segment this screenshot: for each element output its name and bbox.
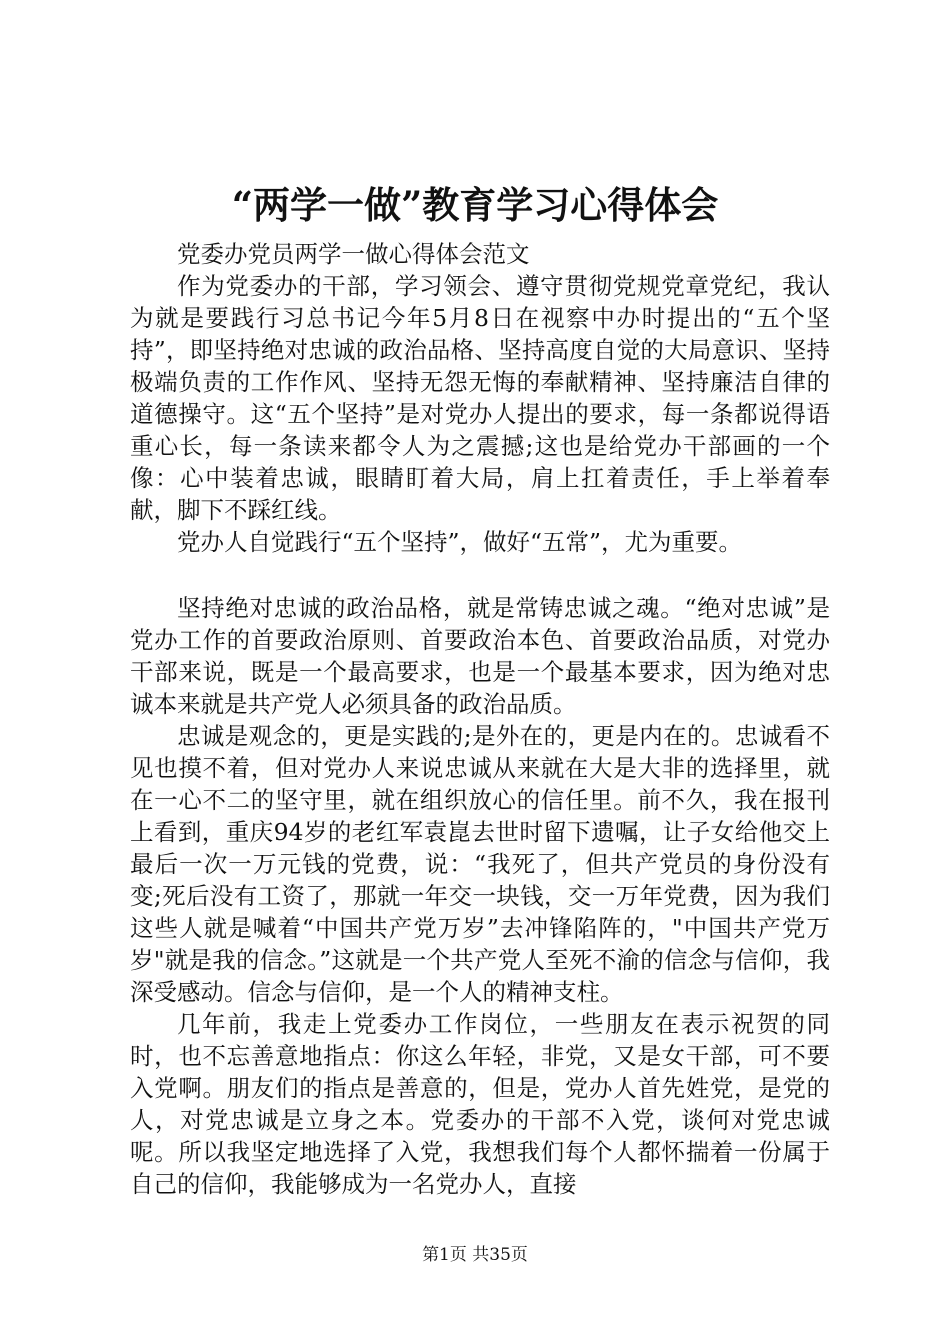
paragraph: 几年前，我走上党委办工作岗位，一些朋友在表示祝贺的同时，也不忘善意地指点：你这么年轻，非党，又是女干部，可不要入党啊。朋友们的指点是善意的，但是，党办人首先姓党，是党的人，对党忠诚是立身之本。党委办的干部不入党，谈何对党忠诚呢。所以我坚定地选择了入党，我想我们每个人都怀揣着一份属于自己的信仰，我能够成为一名党办人，直接 bbox=[130, 1010, 830, 1198]
paragraph: 作为党委办的干部，学习领会、遵守贯彻党规党章党纪，我认为就是要践行习总书记今年5月8日在视察中办时提出的“五个坚持”，即坚持绝对忠诚的政治品格、坚持高度自觉的大局意识、坚持极端负责的工作作风、坚持无怨无悔的奉献精神、坚持廉洁自律的道德操守。这“五个坚持”是对党办人提出的要求，每一条都说得语重心长，每一条读来都令人为之震撼;这也是给党办干部画的一个像：心中装着忠诚，眼睛盯着大局，肩上扛着责任，手上举着奉献，脚下不踩红线。 bbox=[130, 272, 830, 524]
document-subtitle: 党委办党员两学一做心得体会范文 bbox=[177, 240, 530, 268]
paragraph: 党办人自觉践行“五个坚持”，做好“五常”，尤为重要。 bbox=[177, 528, 743, 556]
page-footer: 第1页 共35页 bbox=[422, 1245, 528, 1265]
document-body bbox=[130, 238, 830, 1200]
blank-line bbox=[130, 558, 830, 592]
document-title: “两学一做”教育学习心得体会 bbox=[231, 183, 719, 227]
paragraph: 坚持绝对忠诚的政治品格，就是常铸忠诚之魂。“绝对忠诚”是党办工作的首要政治原则、首要政治本色、首要政治品质，对党办干部来说，既是一个最高要求，也是一个最基本要求，因为绝对忠诚本来就是共产党人必须具备的政治品质。 bbox=[130, 594, 830, 718]
paragraph: 忠诚是观念的，更是实践的;是外在的，更是内在的。忠诚看不见也摸不着，但对党办人来说忠诚从来就在大是大非的选择里，就在一心不二的坚守里，就在组织放心的信任里。前不久，我在报刊上看到，重庆94岁的老红军袁崑去世时留下遗嘱，让子女给他交上最后一次一万元钱的党费，说：“我死了，但共产党员的身份没有变;死后没有工资了，那就一年交一块钱，交一万年党费，因为我们这些人就是喊着“中国共产党万岁”去冲锋陷阵的，"中国共产党万岁"就是我的信念。”这就是一个共产党人至死不渝的信念与信仰，我深受感动。信念与信仰，是一个人的精神支柱。 bbox=[130, 722, 830, 1006]
